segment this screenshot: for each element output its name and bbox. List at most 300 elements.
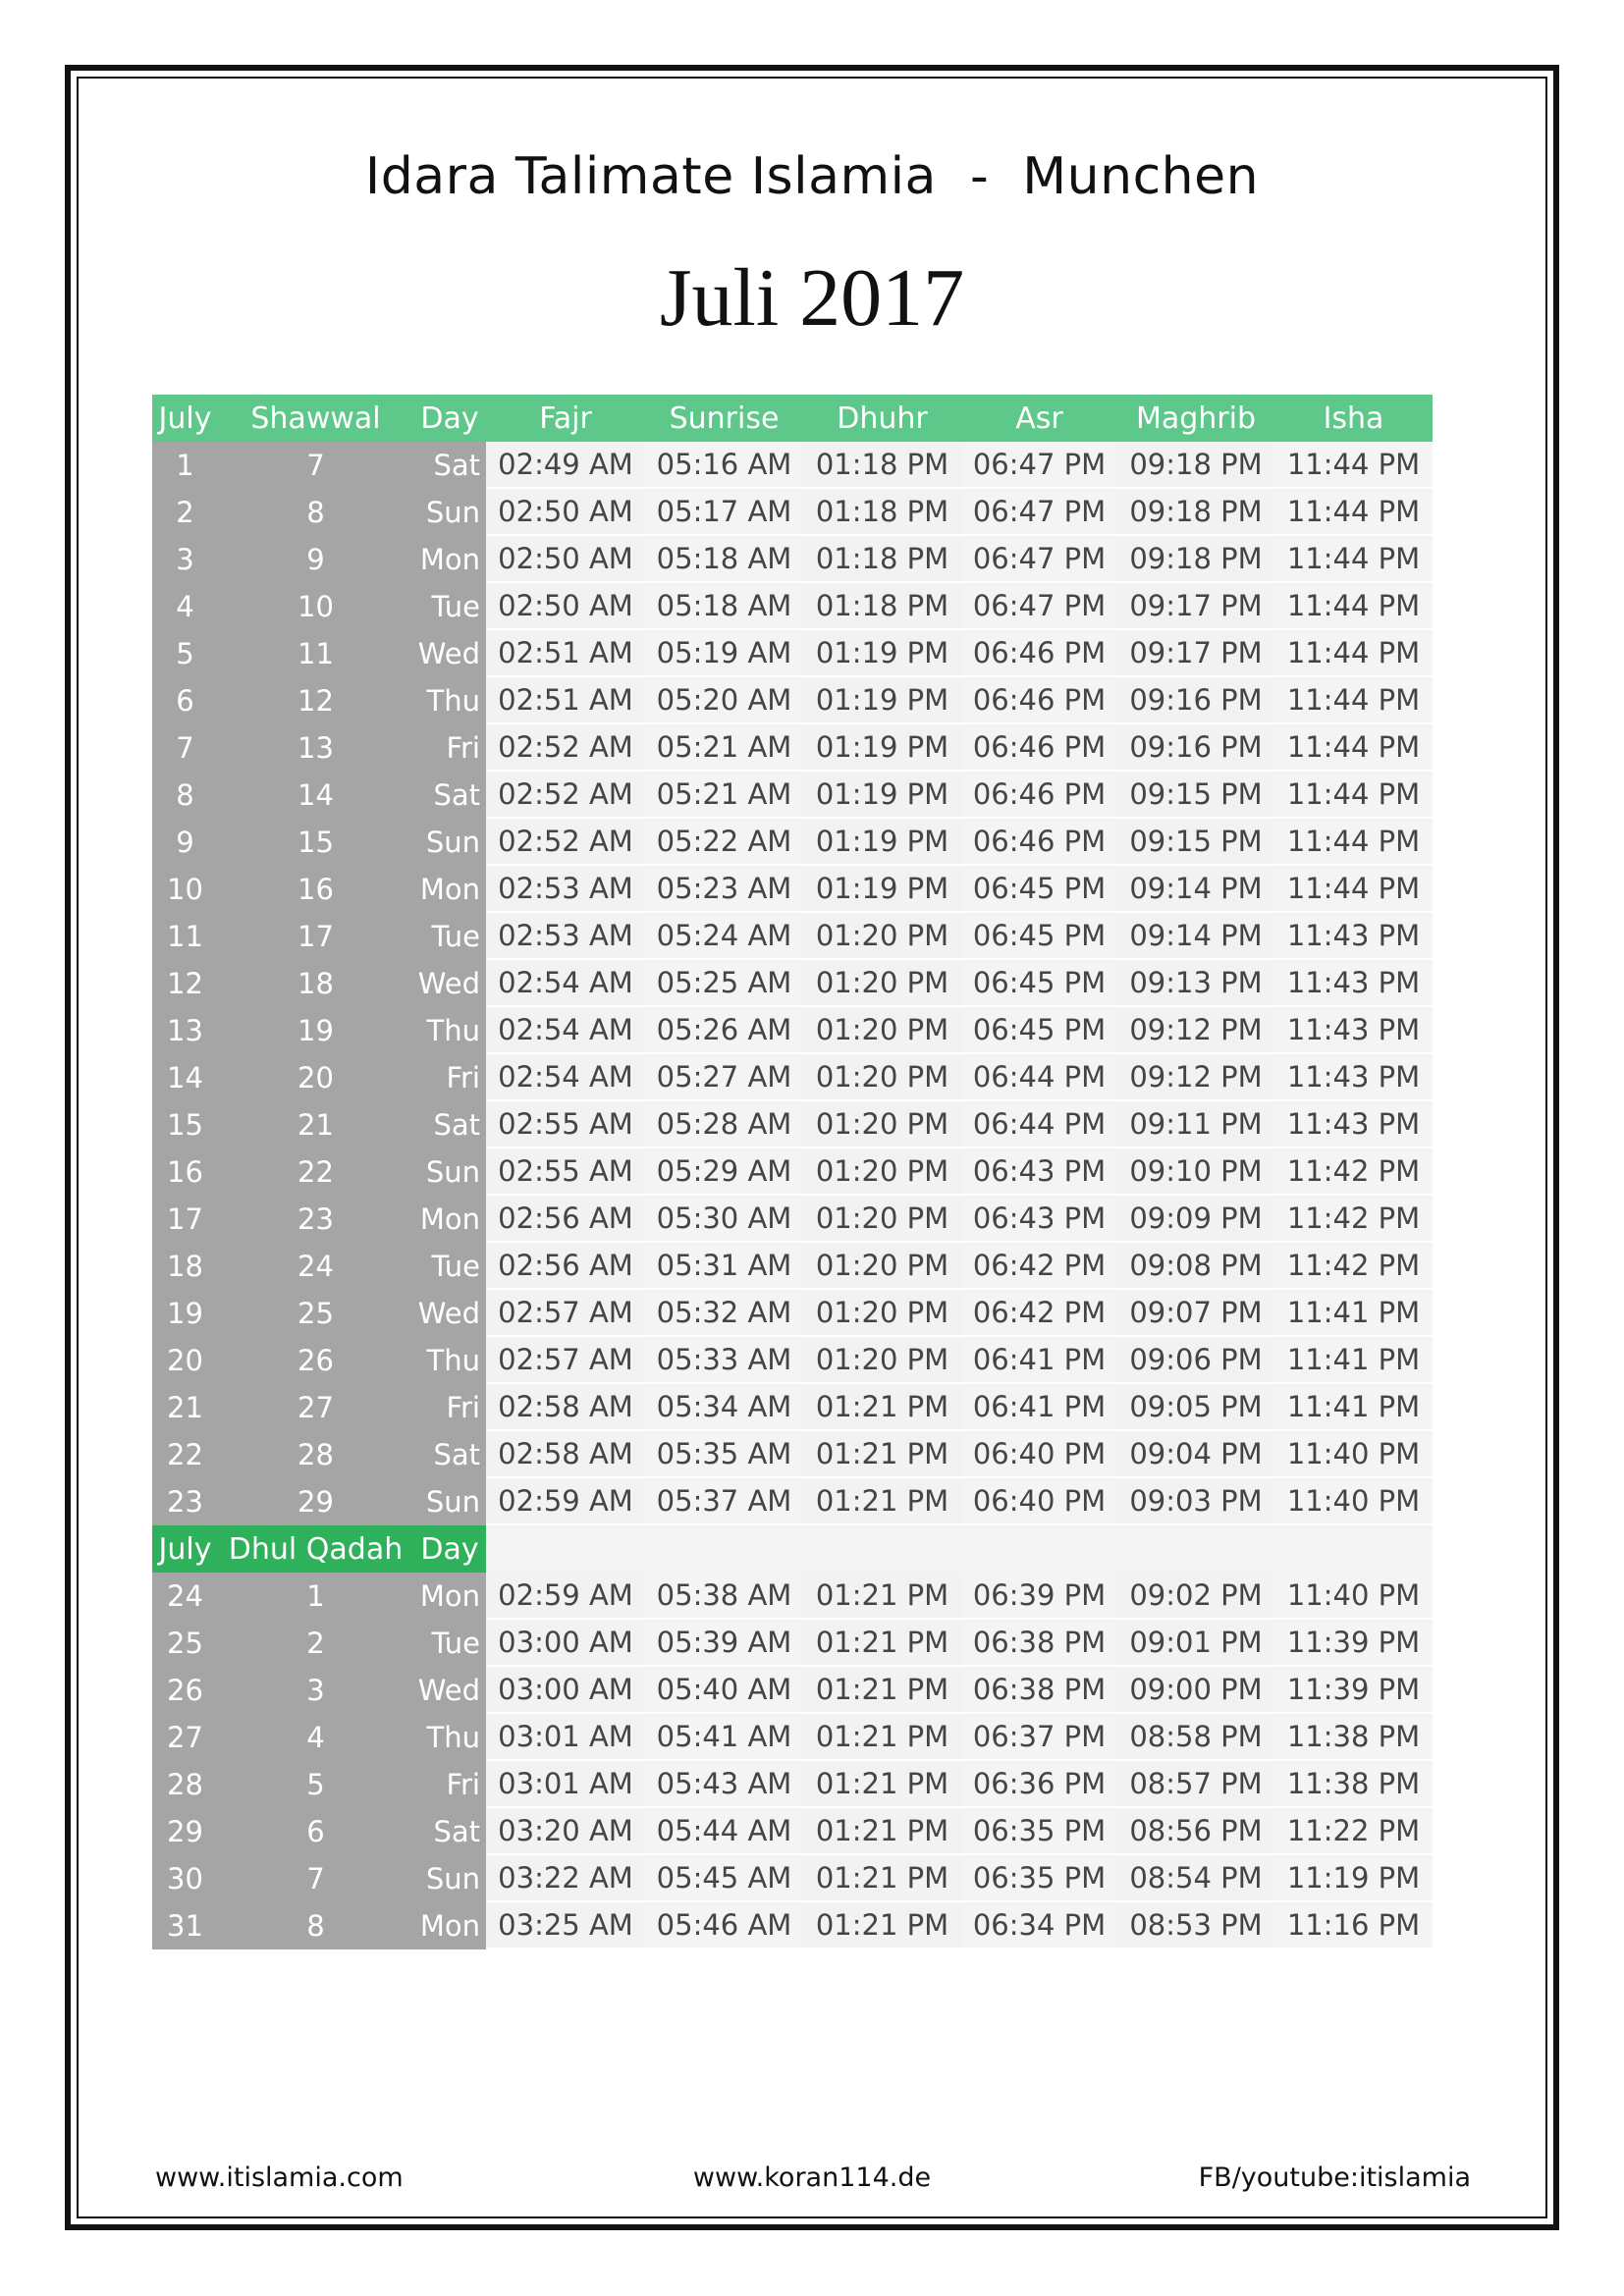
cell-dhuhr-time: 01:20 PM: [803, 1337, 961, 1384]
subheader-blank-cell: [1274, 1525, 1433, 1573]
cell-maghrib-time: 09:17 PM: [1117, 630, 1274, 677]
cell-fajr-time: 02:56 AM: [486, 1243, 645, 1290]
header-maghrib: Maghrib: [1117, 395, 1274, 442]
cell-maghrib-time: 09:05 PM: [1117, 1384, 1274, 1431]
month-title: Juli 2017: [659, 252, 965, 344]
cell-weekday: Sun: [413, 489, 486, 536]
cell-asr-time: 06:42 PM: [961, 1243, 1117, 1290]
header-sunrise: Sunrise: [645, 395, 803, 442]
cell-isha-time: 11:43 PM: [1274, 960, 1433, 1007]
cell-weekday: Fri: [413, 1384, 486, 1431]
cell-gregorian-day: 5: [152, 630, 218, 677]
header-dhuhr: Dhuhr: [803, 395, 961, 442]
cell-fajr-time: 03:20 AM: [486, 1808, 645, 1855]
cell-isha-time: 11:42 PM: [1274, 1243, 1433, 1290]
subheader-dhul-qadah: Dhul Qadah: [218, 1525, 413, 1573]
cell-asr-time: 06:45 PM: [961, 1007, 1117, 1054]
cell-dhuhr-time: 01:21 PM: [803, 1808, 961, 1855]
cell-gregorian-day: 16: [152, 1148, 218, 1196]
cell-sunrise-time: 05:41 AM: [645, 1714, 803, 1761]
cell-maghrib-time: 08:53 PM: [1117, 1902, 1274, 1949]
cell-asr-time: 06:45 PM: [961, 960, 1117, 1007]
cell-weekday: Sun: [413, 1478, 486, 1525]
cell-weekday: Thu: [413, 1007, 486, 1054]
cell-dhuhr-time: 01:19 PM: [803, 819, 961, 866]
header-isha: Isha: [1274, 395, 1433, 442]
cell-sunrise-time: 05:16 AM: [645, 442, 803, 489]
cell-weekday: Thu: [413, 1714, 486, 1761]
cell-fajr-time: 03:01 AM: [486, 1761, 645, 1808]
cell-weekday: Sat: [413, 1431, 486, 1478]
cell-maghrib-time: 09:17 PM: [1117, 583, 1274, 630]
cell-dhuhr-time: 01:18 PM: [803, 489, 961, 536]
cell-gregorian-day: 26: [152, 1667, 218, 1714]
cell-weekday: Thu: [413, 677, 486, 724]
cell-gregorian-day: 29: [152, 1808, 218, 1855]
cell-sunrise-time: 05:39 AM: [645, 1620, 803, 1667]
cell-sunrise-time: 05:38 AM: [645, 1573, 803, 1620]
cell-dhuhr-time: 01:20 PM: [803, 1148, 961, 1196]
cell-maghrib-time: 08:58 PM: [1117, 1714, 1274, 1761]
cell-weekday: Tue: [413, 913, 486, 960]
cell-maghrib-time: 09:16 PM: [1117, 724, 1274, 772]
cell-hijri-day: 12: [218, 677, 413, 724]
cell-fajr-time: 02:57 AM: [486, 1290, 645, 1337]
cell-sunrise-time: 05:21 AM: [645, 772, 803, 819]
cell-fajr-time: 02:51 AM: [486, 677, 645, 724]
cell-fajr-time: 02:52 AM: [486, 772, 645, 819]
cell-sunrise-time: 05:37 AM: [645, 1478, 803, 1525]
cell-sunrise-time: 05:18 AM: [645, 583, 803, 630]
cell-gregorian-day: 12: [152, 960, 218, 1007]
cell-dhuhr-time: 01:21 PM: [803, 1620, 961, 1667]
cell-sunrise-time: 05:26 AM: [645, 1007, 803, 1054]
cell-sunrise-time: 05:29 AM: [645, 1148, 803, 1196]
cell-fajr-time: 02:55 AM: [486, 1148, 645, 1196]
cell-isha-time: 11:44 PM: [1274, 630, 1433, 677]
cell-hijri-day: 22: [218, 1148, 413, 1196]
cell-weekday: Wed: [413, 630, 486, 677]
cell-fajr-time: 03:01 AM: [486, 1714, 645, 1761]
cell-hijri-day: 17: [218, 913, 413, 960]
cell-dhuhr-time: 01:20 PM: [803, 1196, 961, 1243]
cell-asr-time: 06:41 PM: [961, 1384, 1117, 1431]
cell-fajr-time: 02:54 AM: [486, 1007, 645, 1054]
cell-hijri-day: 13: [218, 724, 413, 772]
cell-asr-time: 06:46 PM: [961, 630, 1117, 677]
cell-hijri-day: 5: [218, 1761, 413, 1808]
cell-gregorian-day: 13: [152, 1007, 218, 1054]
cell-maghrib-time: 09:10 PM: [1117, 1148, 1274, 1196]
cell-weekday: Fri: [413, 724, 486, 772]
cell-asr-time: 06:38 PM: [961, 1620, 1117, 1667]
cell-hijri-day: 16: [218, 866, 413, 913]
cell-dhuhr-time: 01:21 PM: [803, 1478, 961, 1525]
cell-isha-time: 11:44 PM: [1274, 866, 1433, 913]
cell-hijri-day: 14: [218, 772, 413, 819]
cell-maghrib-time: 09:12 PM: [1117, 1007, 1274, 1054]
prayer-times-table: [152, 395, 1433, 1949]
cell-isha-time: 11:38 PM: [1274, 1714, 1433, 1761]
cell-asr-time: 06:44 PM: [961, 1101, 1117, 1148]
cell-weekday: Mon: [413, 1196, 486, 1243]
cell-maghrib-time: 09:15 PM: [1117, 819, 1274, 866]
cell-fajr-time: 02:49 AM: [486, 442, 645, 489]
cell-sunrise-time: 05:30 AM: [645, 1196, 803, 1243]
cell-isha-time: 11:42 PM: [1274, 1148, 1433, 1196]
cell-asr-time: 06:35 PM: [961, 1855, 1117, 1902]
cell-isha-time: 11:40 PM: [1274, 1573, 1433, 1620]
cell-isha-time: 11:41 PM: [1274, 1290, 1433, 1337]
cell-hijri-day: 11: [218, 630, 413, 677]
cell-sunrise-time: 05:45 AM: [645, 1855, 803, 1902]
cell-dhuhr-time: 01:20 PM: [803, 1007, 961, 1054]
cell-hijri-day: 26: [218, 1337, 413, 1384]
cell-fajr-time: 02:58 AM: [486, 1384, 645, 1431]
cell-sunrise-time: 05:23 AM: [645, 866, 803, 913]
cell-isha-time: 11:43 PM: [1274, 1101, 1433, 1148]
cell-hijri-day: 8: [218, 489, 413, 536]
cell-hijri-day: 1: [218, 1573, 413, 1620]
cell-asr-time: 06:47 PM: [961, 489, 1117, 536]
subheader-blank-cell: [486, 1525, 645, 1573]
cell-gregorian-day: 6: [152, 677, 218, 724]
cell-asr-time: 06:43 PM: [961, 1148, 1117, 1196]
cell-hijri-day: 15: [218, 819, 413, 866]
cell-sunrise-time: 05:43 AM: [645, 1761, 803, 1808]
cell-hijri-day: 7: [218, 1855, 413, 1902]
cell-asr-time: 06:42 PM: [961, 1290, 1117, 1337]
cell-hijri-day: 20: [218, 1054, 413, 1101]
subheader-july: July: [152, 1525, 218, 1573]
subheader-blank-cell: [961, 1525, 1117, 1573]
cell-dhuhr-time: 01:19 PM: [803, 772, 961, 819]
cell-dhuhr-time: 01:18 PM: [803, 536, 961, 583]
cell-gregorian-day: 17: [152, 1196, 218, 1243]
cell-hijri-day: 8: [218, 1902, 413, 1949]
cell-maghrib-time: 09:03 PM: [1117, 1478, 1274, 1525]
cell-sunrise-time: 05:46 AM: [645, 1902, 803, 1949]
cell-weekday: Sat: [413, 442, 486, 489]
cell-gregorian-day: 14: [152, 1054, 218, 1101]
cell-isha-time: 11:22 PM: [1274, 1808, 1433, 1855]
cell-dhuhr-time: 01:18 PM: [803, 442, 961, 489]
cell-sunrise-time: 05:40 AM: [645, 1667, 803, 1714]
cell-weekday: Wed: [413, 1290, 486, 1337]
cell-hijri-day: 19: [218, 1007, 413, 1054]
cell-weekday: Fri: [413, 1054, 486, 1101]
cell-hijri-day: 18: [218, 960, 413, 1007]
cell-asr-time: 06:36 PM: [961, 1761, 1117, 1808]
cell-isha-time: 11:39 PM: [1274, 1620, 1433, 1667]
cell-weekday: Sun: [413, 1148, 486, 1196]
cell-weekday: Tue: [413, 1620, 486, 1667]
cell-gregorian-day: 27: [152, 1714, 218, 1761]
cell-maghrib-time: 09:09 PM: [1117, 1196, 1274, 1243]
cell-dhuhr-time: 01:19 PM: [803, 866, 961, 913]
cell-gregorian-day: 9: [152, 819, 218, 866]
cell-fajr-time: 02:52 AM: [486, 724, 645, 772]
cell-gregorian-day: 4: [152, 583, 218, 630]
cell-isha-time: 11:38 PM: [1274, 1761, 1433, 1808]
cell-gregorian-day: 2: [152, 489, 218, 536]
cell-gregorian-day: 11: [152, 913, 218, 960]
footer-social-right: FB/youtube:itislamia: [1198, 2163, 1471, 2193]
header-shawwal: Shawwal: [218, 395, 413, 442]
cell-fajr-time: 03:22 AM: [486, 1855, 645, 1902]
cell-dhuhr-time: 01:20 PM: [803, 1290, 961, 1337]
cell-dhuhr-time: 01:21 PM: [803, 1431, 961, 1478]
cell-asr-time: 06:43 PM: [961, 1196, 1117, 1243]
cell-isha-time: 11:44 PM: [1274, 724, 1433, 772]
cell-hijri-day: 3: [218, 1667, 413, 1714]
header-day: Day: [413, 395, 486, 442]
cell-isha-time: 11:16 PM: [1274, 1902, 1433, 1949]
subheader-day: Day: [413, 1525, 486, 1573]
cell-asr-time: 06:38 PM: [961, 1667, 1117, 1714]
cell-sunrise-time: 05:32 AM: [645, 1290, 803, 1337]
cell-maghrib-time: 08:57 PM: [1117, 1761, 1274, 1808]
cell-gregorian-day: 3: [152, 536, 218, 583]
cell-gregorian-day: 31: [152, 1902, 218, 1949]
cell-fajr-time: 02:59 AM: [486, 1573, 645, 1620]
cell-maghrib-time: 09:02 PM: [1117, 1573, 1274, 1620]
cell-asr-time: 06:34 PM: [961, 1902, 1117, 1949]
cell-fajr-time: 02:54 AM: [486, 1054, 645, 1101]
cell-fajr-time: 02:50 AM: [486, 583, 645, 630]
organization-title: Idara Talimate Islamia - Munchen: [364, 147, 1260, 206]
cell-isha-time: 11:44 PM: [1274, 583, 1433, 630]
cell-gregorian-day: 7: [152, 724, 218, 772]
cell-gregorian-day: 28: [152, 1761, 218, 1808]
cell-weekday: Mon: [413, 1902, 486, 1949]
cell-dhuhr-time: 01:18 PM: [803, 583, 961, 630]
cell-maghrib-time: 08:54 PM: [1117, 1855, 1274, 1902]
cell-isha-time: 11:44 PM: [1274, 677, 1433, 724]
cell-fajr-time: 02:55 AM: [486, 1101, 645, 1148]
cell-fajr-time: 02:51 AM: [486, 630, 645, 677]
cell-gregorian-day: 21: [152, 1384, 218, 1431]
cell-asr-time: 06:46 PM: [961, 819, 1117, 866]
cell-sunrise-time: 05:22 AM: [645, 819, 803, 866]
cell-gregorian-day: 15: [152, 1101, 218, 1148]
cell-hijri-day: 21: [218, 1101, 413, 1148]
cell-sunrise-time: 05:35 AM: [645, 1431, 803, 1478]
cell-dhuhr-time: 01:21 PM: [803, 1902, 961, 1949]
cell-hijri-day: 23: [218, 1196, 413, 1243]
cell-isha-time: 11:43 PM: [1274, 1007, 1433, 1054]
cell-gregorian-day: 25: [152, 1620, 218, 1667]
cell-maghrib-time: 08:56 PM: [1117, 1808, 1274, 1855]
cell-weekday: Fri: [413, 1761, 486, 1808]
cell-sunrise-time: 05:20 AM: [645, 677, 803, 724]
cell-gregorian-day: 20: [152, 1337, 218, 1384]
cell-gregorian-day: 1: [152, 442, 218, 489]
cell-maghrib-time: 09:13 PM: [1117, 960, 1274, 1007]
cell-maghrib-time: 09:12 PM: [1117, 1054, 1274, 1101]
cell-isha-time: 11:43 PM: [1274, 1054, 1433, 1101]
cell-gregorian-day: 8: [152, 772, 218, 819]
cell-sunrise-time: 05:24 AM: [645, 913, 803, 960]
cell-hijri-day: 6: [218, 1808, 413, 1855]
cell-asr-time: 06:39 PM: [961, 1573, 1117, 1620]
cell-isha-time: 11:44 PM: [1274, 772, 1433, 819]
cell-maghrib-time: 09:18 PM: [1117, 536, 1274, 583]
cell-sunrise-time: 05:28 AM: [645, 1101, 803, 1148]
cell-sunrise-time: 05:19 AM: [645, 630, 803, 677]
cell-weekday: Wed: [413, 1667, 486, 1714]
cell-maghrib-time: 09:16 PM: [1117, 677, 1274, 724]
cell-hijri-day: 27: [218, 1384, 413, 1431]
cell-weekday: Sat: [413, 772, 486, 819]
cell-isha-time: 11:44 PM: [1274, 489, 1433, 536]
cell-fajr-time: 02:59 AM: [486, 1478, 645, 1525]
cell-isha-time: 11:44 PM: [1274, 442, 1433, 489]
cell-weekday: Tue: [413, 1243, 486, 1290]
cell-dhuhr-time: 01:20 PM: [803, 1243, 961, 1290]
cell-sunrise-time: 05:31 AM: [645, 1243, 803, 1290]
cell-maghrib-time: 09:01 PM: [1117, 1620, 1274, 1667]
cell-hijri-day: 10: [218, 583, 413, 630]
cell-dhuhr-time: 01:21 PM: [803, 1855, 961, 1902]
cell-hijri-day: 9: [218, 536, 413, 583]
cell-dhuhr-time: 01:21 PM: [803, 1667, 961, 1714]
cell-fajr-time: 03:00 AM: [486, 1667, 645, 1714]
cell-isha-time: 11:39 PM: [1274, 1667, 1433, 1714]
cell-fajr-time: 02:53 AM: [486, 866, 645, 913]
cell-sunrise-time: 05:33 AM: [645, 1337, 803, 1384]
subheader-blank-cell: [803, 1525, 961, 1573]
cell-sunrise-time: 05:34 AM: [645, 1384, 803, 1431]
cell-maghrib-time: 09:07 PM: [1117, 1290, 1274, 1337]
cell-weekday: Wed: [413, 960, 486, 1007]
cell-maghrib-time: 09:15 PM: [1117, 772, 1274, 819]
cell-weekday: Mon: [413, 866, 486, 913]
cell-maghrib-time: 09:18 PM: [1117, 442, 1274, 489]
cell-asr-time: 06:41 PM: [961, 1337, 1117, 1384]
cell-sunrise-time: 05:44 AM: [645, 1808, 803, 1855]
cell-fajr-time: 02:52 AM: [486, 819, 645, 866]
cell-maghrib-time: 09:00 PM: [1117, 1667, 1274, 1714]
cell-isha-time: 11:44 PM: [1274, 536, 1433, 583]
cell-fajr-time: 03:00 AM: [486, 1620, 645, 1667]
cell-asr-time: 06:45 PM: [961, 913, 1117, 960]
cell-gregorian-day: 19: [152, 1290, 218, 1337]
cell-asr-time: 06:46 PM: [961, 677, 1117, 724]
cell-isha-time: 11:44 PM: [1274, 819, 1433, 866]
cell-asr-time: 06:45 PM: [961, 866, 1117, 913]
cell-sunrise-time: 05:18 AM: [645, 536, 803, 583]
cell-hijri-day: 25: [218, 1290, 413, 1337]
cell-isha-time: 11:42 PM: [1274, 1196, 1433, 1243]
cell-sunrise-time: 05:25 AM: [645, 960, 803, 1007]
cell-isha-time: 11:41 PM: [1274, 1337, 1433, 1384]
cell-maghrib-time: 09:14 PM: [1117, 866, 1274, 913]
header-fajr: Fajr: [486, 395, 645, 442]
cell-dhuhr-time: 01:19 PM: [803, 630, 961, 677]
cell-isha-time: 11:40 PM: [1274, 1478, 1433, 1525]
cell-fajr-time: 02:54 AM: [486, 960, 645, 1007]
cell-isha-time: 11:43 PM: [1274, 913, 1433, 960]
cell-gregorian-day: 18: [152, 1243, 218, 1290]
cell-dhuhr-time: 01:20 PM: [803, 913, 961, 960]
cell-dhuhr-time: 01:20 PM: [803, 960, 961, 1007]
subheader-blank-cell: [645, 1525, 803, 1573]
cell-asr-time: 06:47 PM: [961, 583, 1117, 630]
cell-hijri-day: 28: [218, 1431, 413, 1478]
cell-asr-time: 06:46 PM: [961, 772, 1117, 819]
cell-weekday: Sat: [413, 1101, 486, 1148]
cell-gregorian-day: 30: [152, 1855, 218, 1902]
cell-gregorian-day: 22: [152, 1431, 218, 1478]
cell-asr-time: 06:44 PM: [961, 1054, 1117, 1101]
cell-weekday: Thu: [413, 1337, 486, 1384]
cell-dhuhr-time: 01:19 PM: [803, 724, 961, 772]
cell-hijri-day: 2: [218, 1620, 413, 1667]
cell-sunrise-time: 05:17 AM: [645, 489, 803, 536]
cell-hijri-day: 4: [218, 1714, 413, 1761]
cell-dhuhr-time: 01:21 PM: [803, 1714, 961, 1761]
cell-fajr-time: 02:58 AM: [486, 1431, 645, 1478]
cell-weekday: Sun: [413, 819, 486, 866]
header-july: July: [152, 395, 218, 442]
cell-hijri-day: 29: [218, 1478, 413, 1525]
cell-isha-time: 11:19 PM: [1274, 1855, 1433, 1902]
cell-sunrise-time: 05:27 AM: [645, 1054, 803, 1101]
cell-maghrib-time: 09:14 PM: [1117, 913, 1274, 960]
subheader-blank-cell: [1117, 1525, 1274, 1573]
cell-gregorian-day: 24: [152, 1573, 218, 1620]
cell-weekday: Tue: [413, 583, 486, 630]
cell-sunrise-time: 05:21 AM: [645, 724, 803, 772]
cell-dhuhr-time: 01:20 PM: [803, 1054, 961, 1101]
header-asr: Asr: [961, 395, 1117, 442]
cell-gregorian-day: 23: [152, 1478, 218, 1525]
cell-maghrib-time: 09:18 PM: [1117, 489, 1274, 536]
cell-isha-time: 11:41 PM: [1274, 1384, 1433, 1431]
cell-fajr-time: 02:57 AM: [486, 1337, 645, 1384]
cell-dhuhr-time: 01:20 PM: [803, 1101, 961, 1148]
cell-hijri-day: 7: [218, 442, 413, 489]
cell-dhuhr-time: 01:19 PM: [803, 677, 961, 724]
cell-dhuhr-time: 01:21 PM: [803, 1761, 961, 1808]
cell-asr-time: 06:46 PM: [961, 724, 1117, 772]
cell-dhuhr-time: 01:21 PM: [803, 1384, 961, 1431]
cell-asr-time: 06:47 PM: [961, 442, 1117, 489]
cell-gregorian-day: 10: [152, 866, 218, 913]
cell-weekday: Sat: [413, 1808, 486, 1855]
cell-maghrib-time: 09:04 PM: [1117, 1431, 1274, 1478]
cell-dhuhr-time: 01:21 PM: [803, 1573, 961, 1620]
cell-fajr-time: 02:50 AM: [486, 536, 645, 583]
cell-weekday: Mon: [413, 536, 486, 583]
cell-asr-time: 06:35 PM: [961, 1808, 1117, 1855]
cell-maghrib-time: 09:11 PM: [1117, 1101, 1274, 1148]
cell-asr-time: 06:47 PM: [961, 536, 1117, 583]
cell-weekday: Mon: [413, 1573, 486, 1620]
cell-weekday: Sun: [413, 1855, 486, 1902]
cell-fajr-time: 02:50 AM: [486, 489, 645, 536]
cell-fajr-time: 02:53 AM: [486, 913, 645, 960]
footer-website-center: www.koran114.de: [692, 2163, 932, 2193]
cell-asr-time: 06:37 PM: [961, 1714, 1117, 1761]
cell-asr-time: 06:40 PM: [961, 1478, 1117, 1525]
cell-fajr-time: 02:56 AM: [486, 1196, 645, 1243]
cell-maghrib-time: 09:06 PM: [1117, 1337, 1274, 1384]
cell-asr-time: 06:40 PM: [961, 1431, 1117, 1478]
cell-fajr-time: 03:25 AM: [486, 1902, 645, 1949]
cell-maghrib-time: 09:08 PM: [1117, 1243, 1274, 1290]
